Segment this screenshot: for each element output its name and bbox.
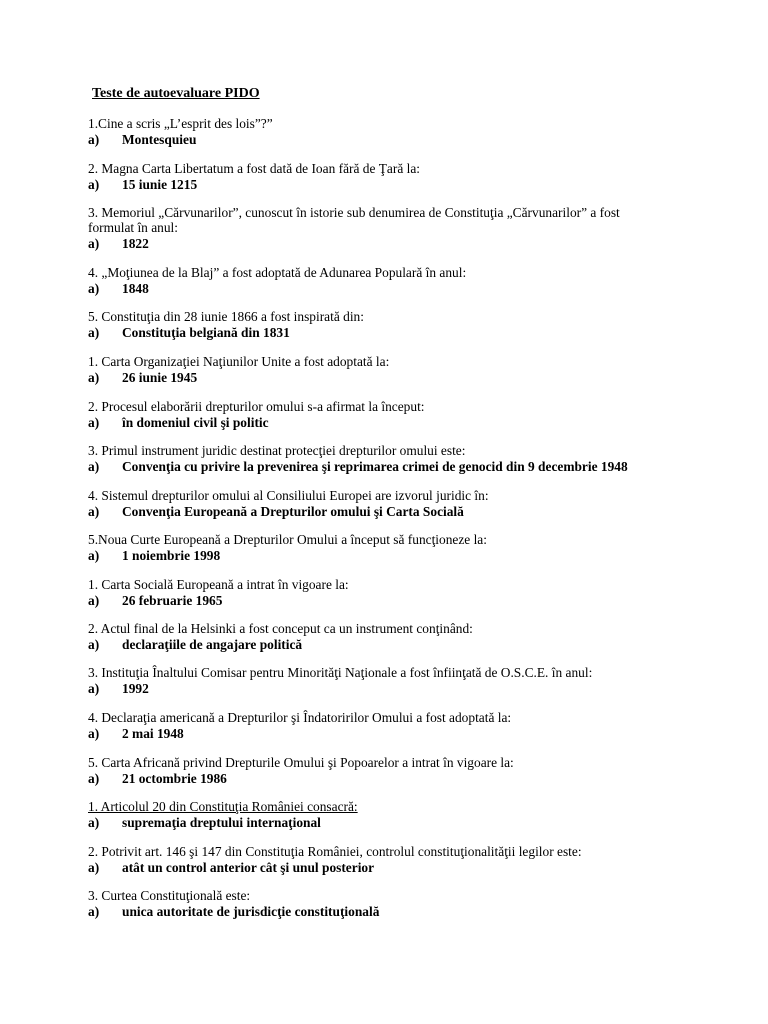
answer-text: 1992: [122, 681, 149, 696]
question-text: 3. Memoriul „Cărvunarilor”, cunoscut în istorie sub denumirea de Constituţia „Cărvunarilor” a fost formulat în anul:: [88, 205, 620, 235]
answer-text: 26 iunie 1945: [122, 370, 198, 385]
answer-row: [88, 815, 708, 830]
answer-row: [88, 281, 708, 296]
answer-text: 1 noiembrie 1998: [122, 548, 221, 563]
answer-row: [88, 325, 708, 340]
answer-text: declaraţiile de angajare politică: [122, 637, 303, 652]
answer-text: Constituţia belgiană din 1831: [122, 325, 290, 340]
question-text: 3. Instituţia Înaltului Comisar pentru Minorităţi Naţionale a fost înfiinţată de O.S.C.E. în anul:: [88, 665, 593, 680]
qa-item: [88, 799, 708, 830]
qa-item: [88, 532, 708, 563]
answer-letter: a): [88, 637, 100, 652]
question-text: 5. Constituţia din 28 iunie 1866 a fost inspirată din:: [88, 309, 364, 324]
document-title: Teste de autoevaluare PIDO: [92, 86, 260, 101]
answer-letter: a): [88, 504, 100, 519]
qa-item: [88, 621, 708, 652]
answer-row: [88, 177, 708, 192]
qa-item: [88, 577, 708, 608]
answer-letter: a): [88, 236, 100, 251]
answer-row: [88, 726, 708, 741]
question-text: 1. Articolul 20 din Constituţia României consacră:: [88, 799, 358, 814]
answer-text: 2 mai 1948: [122, 726, 184, 741]
qa-item: [88, 888, 708, 919]
answer-letter: a): [88, 370, 100, 385]
answer-text: 21 octombrie 1986: [122, 771, 227, 786]
answer-text: 1822: [122, 236, 149, 251]
answer-row: [88, 548, 708, 563]
answer-letter: a): [88, 904, 100, 919]
question-text: 1.Cine a scris „L’esprit des lois”?”: [88, 116, 273, 131]
qa-item: [88, 443, 708, 474]
qa-item: [88, 399, 708, 430]
answer-text: unica autoritate de jurisdicţie constituţională: [122, 904, 380, 919]
answer-text: 26 februarie 1965: [122, 593, 223, 608]
answer-row: [88, 681, 708, 696]
qa-item: [88, 354, 708, 385]
question-text: 1. Carta Organizaţiei Naţiunilor Unite a fost adoptată la:: [88, 354, 390, 369]
qa-item: [88, 710, 708, 741]
question-text: 2. Magna Carta Libertatum a fost dată de Ioan fără de Ţară la:: [88, 161, 421, 176]
question-text: 5. Carta Africană privind Drepturile Omului şi Popoarelor a intrat în vigoare la:: [88, 755, 514, 770]
answer-letter: a): [88, 860, 100, 875]
qa-item: [88, 844, 708, 875]
answer-text: supremaţia dreptului internaţional: [122, 815, 321, 830]
answer-letter: a): [88, 281, 100, 296]
answer-text: în domeniul civil şi politic: [122, 415, 269, 430]
answer-row: [88, 593, 708, 608]
answer-row: [88, 504, 708, 519]
qa-item: [88, 488, 708, 519]
answer-row: [88, 415, 708, 430]
answer-text: Convenţia Europeană a Drepturilor omului şi Carta Socială: [122, 504, 464, 519]
answer-letter: a): [88, 415, 100, 430]
question-text: 4. Declaraţia americană a Drepturilor şi Îndatoririlor Omului a fost adoptată la:: [88, 710, 512, 725]
qa-item: [88, 116, 708, 147]
answer-letter: a): [88, 771, 100, 786]
answer-row: [88, 132, 708, 147]
answer-letter: a): [88, 177, 100, 192]
qa-item: [88, 755, 708, 786]
question-text: 1. Carta Socială Europeană a intrat în vigoare la:: [88, 577, 349, 592]
qa-item: [88, 205, 708, 251]
question-text: 2. Potrivit art. 146 şi 147 din Constituţia României, controlul constituţionalităţii legilor este:: [88, 844, 582, 859]
answer-letter: a): [88, 726, 100, 741]
question-text: 3. Curtea Constituţională este:: [88, 888, 251, 903]
answer-row: [88, 459, 708, 474]
question-text: 3. Primul instrument juridic destinat protecţiei drepturilor omului este:: [88, 443, 466, 458]
answer-letter: a): [88, 593, 100, 608]
qa-item: [88, 665, 708, 696]
question-text: 2. Actul final de la Helsinki a fost conceput ca un instrument conţinând:: [88, 621, 473, 636]
answer-text: Convenţia cu privire la prevenirea şi reprimarea crimei de genocid din 9 decembrie 1948: [122, 459, 628, 474]
answer-letter: a): [88, 815, 100, 830]
answer-letter: a): [88, 681, 100, 696]
answer-row: [88, 860, 708, 875]
answer-text: 15 iunie 1215: [122, 177, 198, 192]
question-text: 4. Sistemul drepturilor omului al Consiliului Europei are izvorul juridic în:: [88, 488, 489, 503]
answer-letter: a): [88, 132, 100, 147]
answer-row: [88, 637, 708, 652]
answer-letter: a): [88, 325, 100, 340]
question-text: 2. Procesul elaborării drepturilor omului s-a afirmat la început:: [88, 399, 425, 414]
answer-row: [88, 771, 708, 786]
answer-text: atât un control anterior cât şi unul posterior: [122, 860, 375, 875]
answer-text: 1848: [122, 281, 149, 296]
qa-item: [88, 309, 708, 340]
answer-row: [88, 370, 708, 385]
question-text: 4. „Moţiunea de la Blaj” a fost adoptată de Adunarea Populară în anul:: [88, 265, 467, 280]
answer-text: Montesquieu: [122, 132, 197, 147]
qa-item: [88, 265, 708, 296]
answer-row: [88, 236, 708, 251]
answer-letter: a): [88, 548, 100, 563]
answer-row: [88, 904, 708, 919]
qa-item: [88, 161, 708, 192]
question-text: 5.Noua Curte Europeană a Drepturilor Omului a început să funcţioneze la:: [88, 532, 487, 547]
answer-letter: a): [88, 459, 100, 474]
